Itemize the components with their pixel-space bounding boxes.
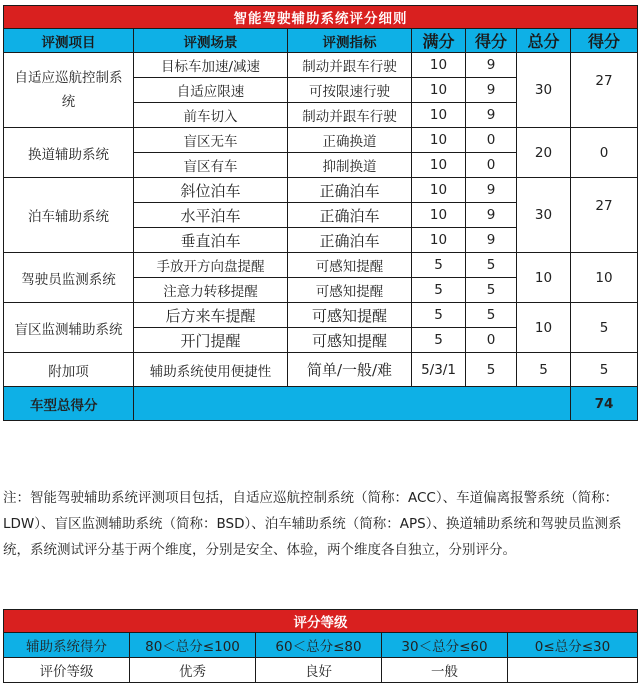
metric-cell: 正确泊车 xyxy=(288,178,412,203)
grade-table xyxy=(3,609,638,683)
system-lane: 换道辅助系统 xyxy=(4,128,134,178)
full-cell: 10 xyxy=(412,78,466,103)
header-item: 评测项目 xyxy=(4,29,134,53)
got-cell: 9 xyxy=(466,228,517,253)
total-park: 30 xyxy=(517,178,571,253)
scene-cell: 自适应限速 xyxy=(134,78,288,103)
scene-cell: 盲区无车 xyxy=(134,128,288,153)
metric-cell: 正确换道 xyxy=(288,128,412,153)
metric-cell: 可按限速行驶 xyxy=(288,78,412,103)
metric-cell: 抑制换道 xyxy=(288,153,412,178)
score-table-title: 智能驾驶辅助系统评分细则 xyxy=(4,6,638,29)
scene-cell: 盲区有车 xyxy=(134,153,288,178)
grade-row-label: 评价等级 xyxy=(4,658,130,683)
metric-cell: 可感知提醒 xyxy=(288,278,412,303)
got-cell: 0 xyxy=(466,128,517,153)
metric-cell: 可感知提醒 xyxy=(288,328,412,353)
full-cell: 10 xyxy=(412,53,466,78)
grade-value: 一般 xyxy=(382,658,508,683)
got-cell: 0 xyxy=(466,328,517,353)
system-extra: 附加项 xyxy=(4,353,134,387)
total-extra: 5 xyxy=(517,353,571,387)
metric-cell: 正确泊车 xyxy=(288,203,412,228)
score-lane: 0 xyxy=(571,128,638,178)
grade-range: 30＜总分≤60 xyxy=(382,633,508,658)
got-cell: 5 xyxy=(466,303,517,328)
score-driver: 10 xyxy=(571,253,638,303)
got-cell: 9 xyxy=(466,103,517,128)
score-table xyxy=(3,5,638,421)
full-cell: 5 xyxy=(412,303,466,328)
got-cell: 0 xyxy=(466,153,517,178)
scene-cell: 水平泊车 xyxy=(134,203,288,228)
score-blind: 5 xyxy=(571,303,638,353)
header-full: 满分 xyxy=(412,29,466,53)
total-driver: 10 xyxy=(517,253,571,303)
grade-value: 良好 xyxy=(256,658,382,683)
grade-value: 优秀 xyxy=(130,658,256,683)
metric-cell: 简单/一般/难 xyxy=(288,353,412,387)
grade-range: 0≤总分≤30 xyxy=(508,633,638,658)
full-cell: 10 xyxy=(412,128,466,153)
metric-cell: 制动并跟车行驶 xyxy=(288,53,412,78)
header-got: 得分 xyxy=(466,29,517,53)
score-extra: 5 xyxy=(571,353,638,387)
grade-header-label: 辅助系统得分 xyxy=(4,633,130,658)
full-cell: 5/3/1 xyxy=(412,353,466,387)
system-driver: 驾驶员监测系统 xyxy=(4,253,134,303)
total-lane: 20 xyxy=(517,128,571,178)
footnote: 注：智能驾驶辅助系统评测项目包括，自适应巡航控制系统（简称：ACC）、车道偏离报警系统（简称：LDW）、盲区监测辅助系统（简称：BSD）、泊车辅助系统（简称：APS）、换道辅助系统和驾驶员监测系统，系统测试评分基于两个维度，分别是安全、体验，两个维度各自独立，分别评分。 xyxy=(3,490,622,558)
header-metric: 评测指标 xyxy=(288,29,412,53)
scene-cell: 斜位泊车 xyxy=(134,178,288,203)
got-cell: 9 xyxy=(466,53,517,78)
header-scene: 评测场景 xyxy=(134,29,288,53)
full-cell: 10 xyxy=(412,103,466,128)
got-cell: 9 xyxy=(466,178,517,203)
system-blind: 盲区监测辅助系统 xyxy=(4,303,134,353)
grade-range: 80＜总分≤100 xyxy=(130,633,256,658)
system-acc: 自适应巡航控制系统 xyxy=(4,53,134,128)
grand-total-label: 车型总得分 xyxy=(4,387,134,421)
grade-range: 60＜总分≤80 xyxy=(256,633,382,658)
scene-cell: 目标车加速/减速 xyxy=(134,53,288,78)
scene-cell: 手放开方向盘提醒 xyxy=(134,253,288,278)
full-cell: 10 xyxy=(412,203,466,228)
header-score: 得分 xyxy=(571,29,638,53)
grade-table-title: 评分等级 xyxy=(4,610,638,633)
header-total: 总分 xyxy=(517,29,571,53)
scene-cell: 辅助系统使用便捷性 xyxy=(134,353,288,387)
scene-cell: 后方来车提醒 xyxy=(134,303,288,328)
metric-cell: 制动并跟车行驶 xyxy=(288,103,412,128)
scene-cell: 开门提醒 xyxy=(134,328,288,353)
full-cell: 10 xyxy=(412,178,466,203)
got-cell: 5 xyxy=(466,278,517,303)
metric-cell: 可感知提醒 xyxy=(288,253,412,278)
total-blind: 10 xyxy=(517,303,571,353)
got-cell: 5 xyxy=(466,253,517,278)
got-cell: 9 xyxy=(466,203,517,228)
full-cell: 5 xyxy=(412,328,466,353)
full-cell: 5 xyxy=(412,253,466,278)
full-cell: 10 xyxy=(412,153,466,178)
total-acc: 30 xyxy=(517,53,571,128)
scene-cell: 前车切入 xyxy=(134,103,288,128)
scene-cell: 注意力转移提醒 xyxy=(134,278,288,303)
metric-cell: 正确泊车 xyxy=(288,228,412,253)
score-acc: 27 xyxy=(571,53,638,128)
grand-total-spacer xyxy=(134,387,571,421)
metric-cell: 可感知提醒 xyxy=(288,303,412,328)
full-cell: 10 xyxy=(412,228,466,253)
grade-value xyxy=(508,658,638,683)
got-cell: 9 xyxy=(466,78,517,103)
scene-cell: 垂直泊车 xyxy=(134,228,288,253)
system-park: 泊车辅助系统 xyxy=(4,178,134,253)
score-park: 27 xyxy=(571,178,638,253)
grand-total-score: 74 xyxy=(571,387,638,421)
got-cell: 5 xyxy=(466,353,517,387)
full-cell: 5 xyxy=(412,278,466,303)
